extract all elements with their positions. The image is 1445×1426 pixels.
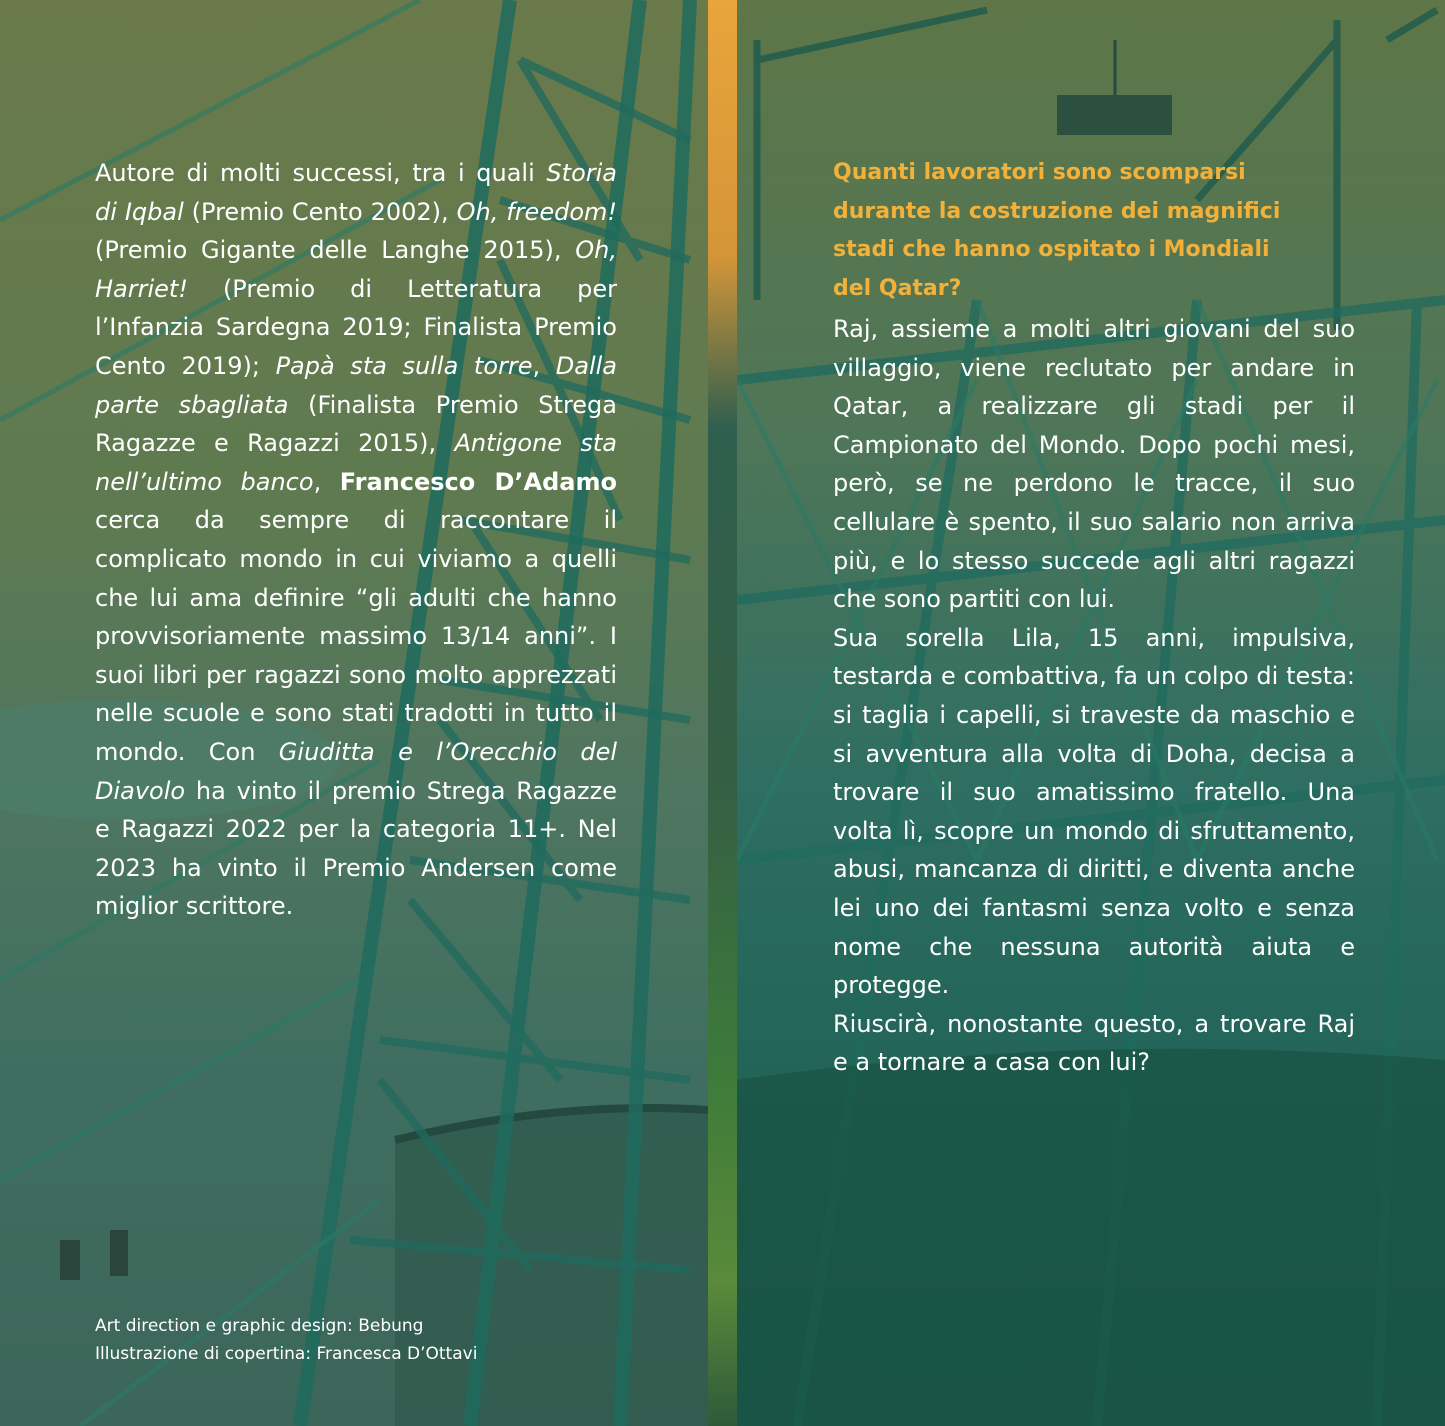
bio-text: ,: [313, 467, 340, 496]
book-title: Oh, freedom!: [456, 197, 618, 226]
back-cover-right-panel: [737, 0, 1445, 1426]
illustration-credit: Illustrazione di copertina: Francesca D’Ottavi: [95, 1344, 478, 1364]
tagline: Quanti lavoratori sono scomparsi durante la costruzione dei magnifici stadi che hanno ospitato i Mondiali del Qatar?: [833, 160, 1281, 301]
back-cover-left-panel: [0, 0, 708, 1426]
design-credit: Art direction e graphic design: Bebung: [95, 1316, 424, 1336]
bio-text: ha vinto il premio Strega Ragazze e Ragazzi 2022 per la categoria 11+. Nel 2023 ha vinto il Premio Andersen come miglior scrittore.: [95, 776, 617, 921]
bio-text: cerca da sempre di raccontare il complicato mondo in cui viviamo a quelli che lui ama definire “gli adulti che hanno provvisoriamente massimo 13/14 anni”. I suoi libri per ragazzi sono molto apprezzati nelle scuole e sono stati tradotti in tutto il mondo. Con: [95, 506, 617, 766]
bio-text: (Premio Gigante delle Langhe 2015),: [95, 236, 576, 265]
bio-text: Autore di molti successi, tra i quali: [95, 159, 547, 187]
bio-text: (Premio Cento 2002),: [183, 197, 457, 226]
credits: [95, 1312, 477, 1368]
book-title: Antigone sta nell’ultimo banco: [95, 429, 617, 496]
bio-text: ,: [532, 351, 556, 380]
synopsis-paragraph: Sua sorella Lila, 15 anni, impulsiva, testarda e combattiva, fa un colpo di testa: si taglia i capelli, si traveste da maschio e si avventura alla volta di Doha, decisa a trovare il suo amatissimo fratello. Una volta lì, scopre un mondo di sfruttamento, abusi, mancanza di diritti, e diventa anche lei uno dei fantasmi senza volto e senza nome che nessuna autorità aiuta e protegge.: [833, 623, 1355, 1000]
synopsis: [833, 310, 1355, 1082]
spine: [708, 0, 737, 1426]
synopsis-paragraph: Riuscirà, nonostante questo, a trovare Raj e a tornare a casa con lui?: [833, 1009, 1355, 1077]
bio-text: (Finalista Premio Strega Ragazze e Ragazzi 2015),: [95, 390, 617, 458]
book-title: Dalla parte sbagliata: [95, 351, 617, 419]
author-name: Francesco D’Adamo: [339, 467, 617, 496]
book-title: Oh, Harriet!: [95, 236, 617, 303]
author-bio: [95, 154, 617, 926]
synopsis-paragraph: Raj, assieme a molti altri giovani del suo villaggio, viene reclutato per andare in Qatar, a realizzare gli stadi per il Campionato del Mondo. Dopo pochi mesi, però, se ne perdono le tracce, il suo cellulare è spento, il suo salario non arriva più, e lo stesso succede agli altri ragazzi che sono partiti con lui.: [833, 315, 1355, 614]
bio-text: (Premio di Letteratura per l’Infanzia Sardegna 2019; Finalista Premio Cento 2019);: [95, 274, 617, 380]
book-title: Papà sta sulla torre: [275, 351, 533, 380]
book-title: Giuditta e l’Orecchio del Diavolo: [95, 737, 618, 805]
author-bio-paragraph: [95, 154, 617, 926]
book-title: Storia di Iqbal: [95, 159, 617, 226]
